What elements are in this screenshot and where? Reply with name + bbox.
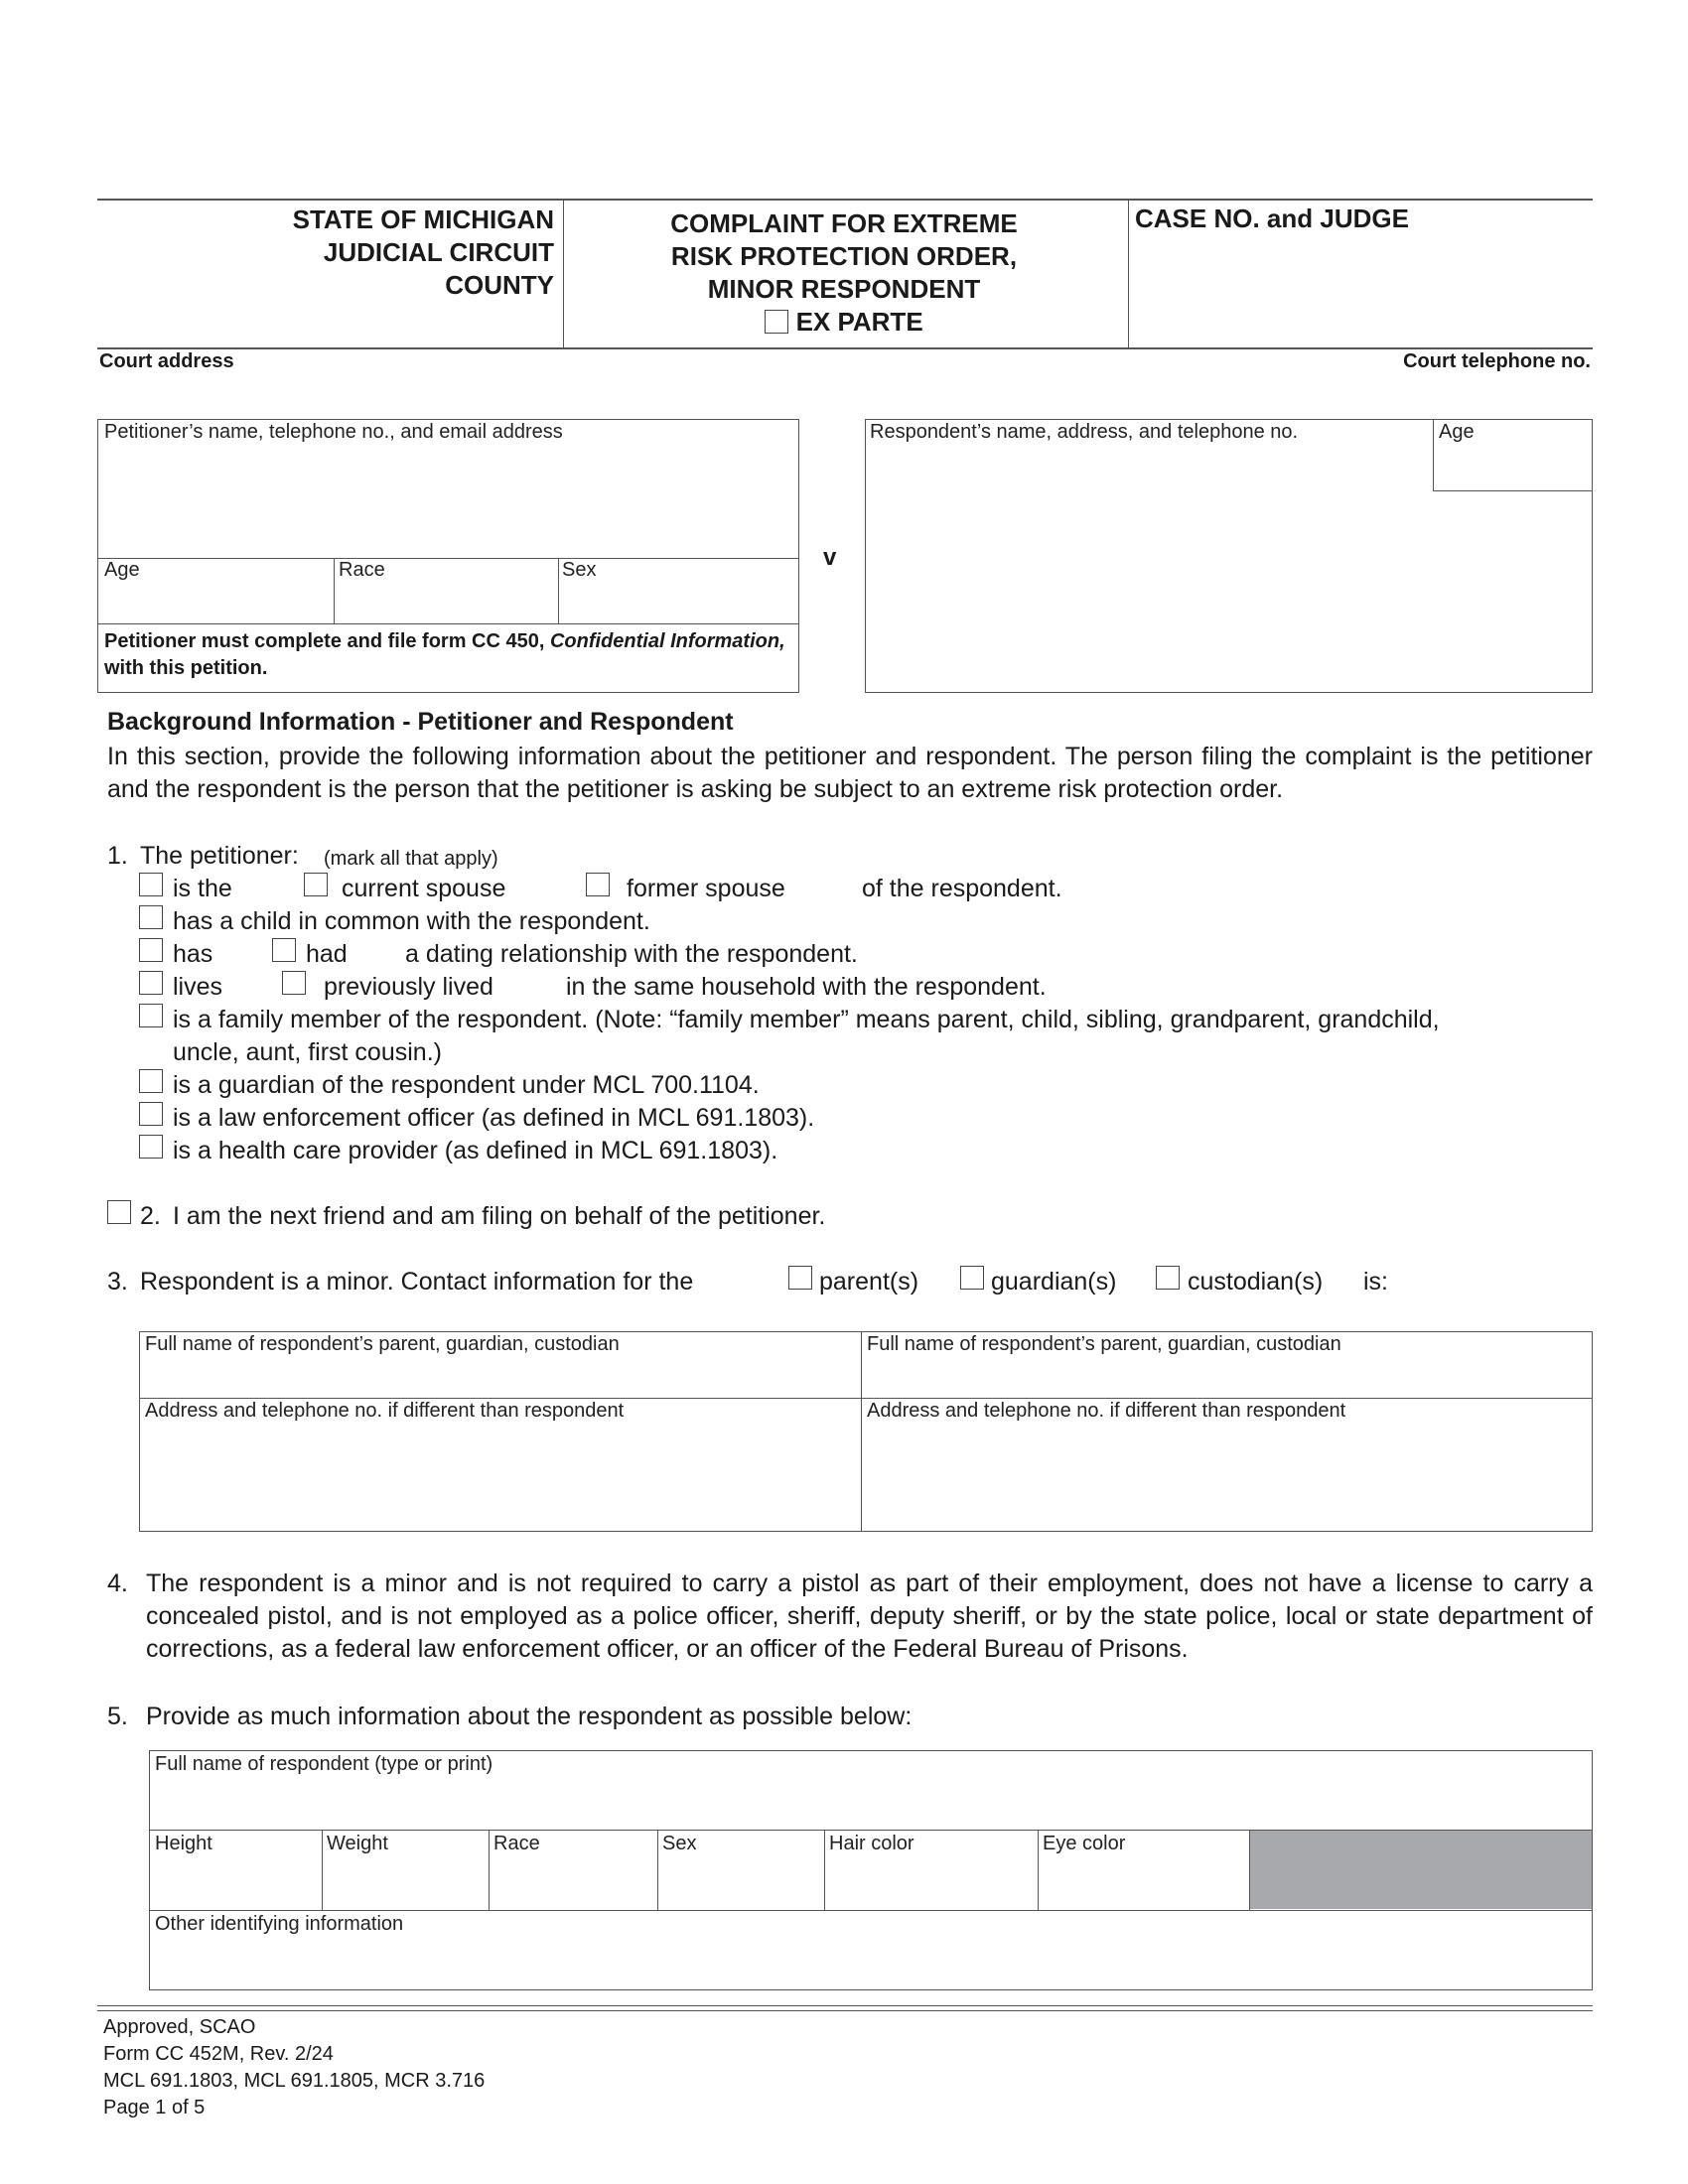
item3-number: 3.	[107, 1268, 128, 1296]
former-spouse-checkbox[interactable]	[586, 873, 610, 896]
ex-parte-checkbox[interactable]	[765, 310, 788, 334]
contact-table-col	[861, 1331, 862, 1532]
petitioner-col-2	[558, 558, 559, 623]
circuit-label: JUDICIAL CIRCUIT	[323, 237, 554, 267]
county-label: COUNTY	[445, 270, 554, 300]
petitioner-note-form: Confidential Information,	[549, 630, 785, 652]
court-address-label: Court address	[99, 350, 234, 372]
contact-name-label-2: Full name of respondent’s parent, guardian, custodian	[867, 1333, 1341, 1355]
dating-relationship-label: a dating relationship with the respondent.	[405, 940, 858, 968]
petitioner-age-label: Age	[104, 559, 140, 581]
petitioner-note	[104, 628, 789, 682]
background-heading: Background Information - Petitioner and Respondent	[107, 708, 734, 736]
guardians-label: guardian(s)	[991, 1268, 1117, 1296]
info-col-4	[824, 1830, 825, 1910]
parents-label: parent(s)	[819, 1268, 919, 1296]
footer-approved: Approved, SCAO	[103, 2016, 256, 2038]
respondent-box[interactable]	[865, 419, 1593, 693]
header-bottom-rule	[97, 347, 1593, 349]
height-label: Height	[155, 1833, 212, 1854]
guardians-checkbox[interactable]	[960, 1266, 984, 1290]
item4-number: 4.	[107, 1570, 128, 1597]
info-row-rule-2	[149, 1910, 1593, 1911]
previously-lived-checkbox[interactable]	[282, 971, 306, 995]
info-col-1	[322, 1830, 323, 1910]
footer-form-number: Form CC 452M, Rev. 2/24	[103, 2043, 334, 2065]
child-in-common-label: has a child in common with the respondent.	[173, 907, 650, 935]
court-caption	[293, 204, 554, 302]
law-enforcement-label: is a law enforcement officer (as defined in MCL 691.1803).	[173, 1104, 815, 1132]
respondent-age-label: Age	[1439, 421, 1475, 443]
other-info-label: Other identifying information	[155, 1913, 404, 1935]
form-title-line-3: MINOR RESPONDENT	[707, 274, 981, 304]
previously-lived-label: previously lived	[324, 973, 493, 1001]
family-member-label: is a family member of the respondent. (Note: “family member” means parent, child, sibling, grandparent, grandchild,	[173, 1006, 1440, 1033]
header-top-rule	[97, 199, 1593, 201]
hair-color-label: Hair color	[829, 1833, 914, 1854]
footer	[103, 2014, 485, 2121]
guardian-checkbox[interactable]	[139, 1069, 163, 1093]
contact-table[interactable]	[139, 1331, 1593, 1532]
had-dating-label: had	[306, 940, 348, 968]
item2-number: 2.	[140, 1202, 161, 1230]
race-label: Race	[493, 1833, 540, 1854]
weight-label: Weight	[327, 1833, 388, 1854]
contact-address-label-1: Address and telephone no. if different than respondent	[145, 1400, 625, 1422]
header-divider-2	[1128, 199, 1129, 347]
item5-number: 5.	[107, 1703, 128, 1730]
family-member-checkbox[interactable]	[139, 1004, 163, 1027]
item5-text: Provide as much information about the respondent as possible below:	[146, 1703, 913, 1730]
sex-label: Sex	[662, 1833, 697, 1854]
full-name-label: Full name of respondent (type or print)	[155, 1753, 493, 1775]
respondent-age-divider	[1433, 419, 1434, 490]
versus-label: v	[823, 544, 837, 571]
form-title-line-2: RISK PROTECTION ORDER,	[670, 241, 1018, 271]
eye-color-label: Eye color	[1043, 1833, 1126, 1854]
item1-number: 1.	[107, 842, 128, 870]
has-dating-label: has	[173, 940, 213, 968]
info-col-3	[657, 1830, 658, 1910]
custodians-checkbox[interactable]	[1156, 1266, 1180, 1290]
item1-hint: (mark all that apply)	[324, 848, 498, 870]
has-dating-checkbox[interactable]	[139, 938, 163, 962]
form-title-line-1: COMPLAINT FOR EXTREME	[670, 208, 1018, 238]
contact-address-label-2: Address and telephone no. if different than respondent	[867, 1400, 1346, 1422]
shaded-cell	[1250, 1831, 1592, 1909]
court-telephone-label: Court telephone no.	[1403, 350, 1591, 372]
footer-page-number: Page 1 of 5	[103, 2097, 206, 2118]
child-in-common-checkbox[interactable]	[139, 905, 163, 929]
custodians-label: custodian(s)	[1188, 1268, 1324, 1296]
petitioner-note-tail: with this petition.	[104, 657, 268, 679]
same-household-label: in the same household with the respondent.	[566, 973, 1047, 1001]
contact-name-label-1: Full name of respondent’s parent, guardian, custodian	[145, 1333, 620, 1355]
footer-rule-1	[97, 2005, 1593, 2006]
petitioner-race-label: Race	[339, 559, 385, 581]
parents-checkbox[interactable]	[788, 1266, 812, 1290]
health-care-checkbox[interactable]	[139, 1135, 163, 1159]
is-the-label: is the	[173, 875, 232, 902]
petitioner-row-rule	[97, 558, 799, 559]
next-friend-checkbox[interactable]	[107, 1200, 131, 1224]
petitioner-name-label: Petitioner’s name, telephone no., and email address	[104, 421, 563, 443]
case-no-label: CASE NO. and JUDGE	[1135, 204, 1409, 233]
former-spouse-label: former spouse	[627, 875, 785, 902]
item1-lead-text: The petitioner:	[140, 842, 299, 870]
petitioner-note-rule	[97, 623, 799, 624]
health-care-label: is a health care provider (as defined in MCL 691.1803).	[173, 1137, 778, 1164]
footer-statutes: MCL 691.1803, MCL 691.1805, MCR 3.716	[103, 2070, 486, 2092]
lives-checkbox[interactable]	[139, 971, 163, 995]
respondent-name-label: Respondent’s name, address, and telephone no.	[870, 421, 1299, 443]
state-name: STATE OF MICHIGAN	[292, 205, 554, 234]
background-intro: In this section, provide the following information about the petitioner and respondent. The person filing the complaint is the petitioner and the respondent is the person that the petitioner is asking be subject to an extreme risk protection order.	[107, 743, 1593, 803]
item3-text: Respondent is a minor. Contact information for the	[140, 1268, 694, 1296]
had-dating-checkbox[interactable]	[272, 938, 296, 962]
current-spouse-checkbox[interactable]	[304, 873, 328, 896]
item4-text: The respondent is a minor and is not required to carry a pistol as part of their employment, does not have a license to carry a concealed pistol, and is not employed as a police officer, sheriff, deputy sheriff, or by the state police, local or state department of corrections, as a federal law enforcement officer, or an officer of the Federal Bureau of Prisons.	[146, 1570, 1593, 1663]
law-enforcement-checkbox[interactable]	[139, 1102, 163, 1126]
respondent-age-rule	[1433, 490, 1593, 491]
family-member-note: uncle, aunt, first cousin.)	[173, 1038, 442, 1066]
contact-table-row	[139, 1398, 1593, 1399]
petitioner-note-text: Petitioner must complete and file form CC 450,	[104, 630, 550, 652]
info-col-5	[1038, 1830, 1039, 1910]
ex-parte-label: EX PARTE	[795, 307, 923, 337]
form-title	[563, 207, 1125, 339]
current-spouse-label: current spouse	[342, 875, 506, 902]
footer-rule-2	[97, 2010, 1593, 2011]
lives-label: lives	[173, 973, 223, 1001]
next-friend-label: I am the next friend and am filing on behalf of the petitioner.	[173, 1202, 826, 1230]
petitioner-sex-label: Sex	[562, 559, 597, 581]
ex-parte-option	[563, 306, 1125, 339]
is-the-checkbox[interactable]	[139, 873, 163, 896]
guardian-label: is a guardian of the respondent under MCL 700.1104.	[173, 1071, 760, 1099]
of-respondent-label: of the respondent.	[862, 875, 1062, 902]
item3-is: is:	[1363, 1268, 1388, 1296]
petitioner-col-1	[334, 558, 335, 623]
info-col-2	[489, 1830, 490, 1910]
